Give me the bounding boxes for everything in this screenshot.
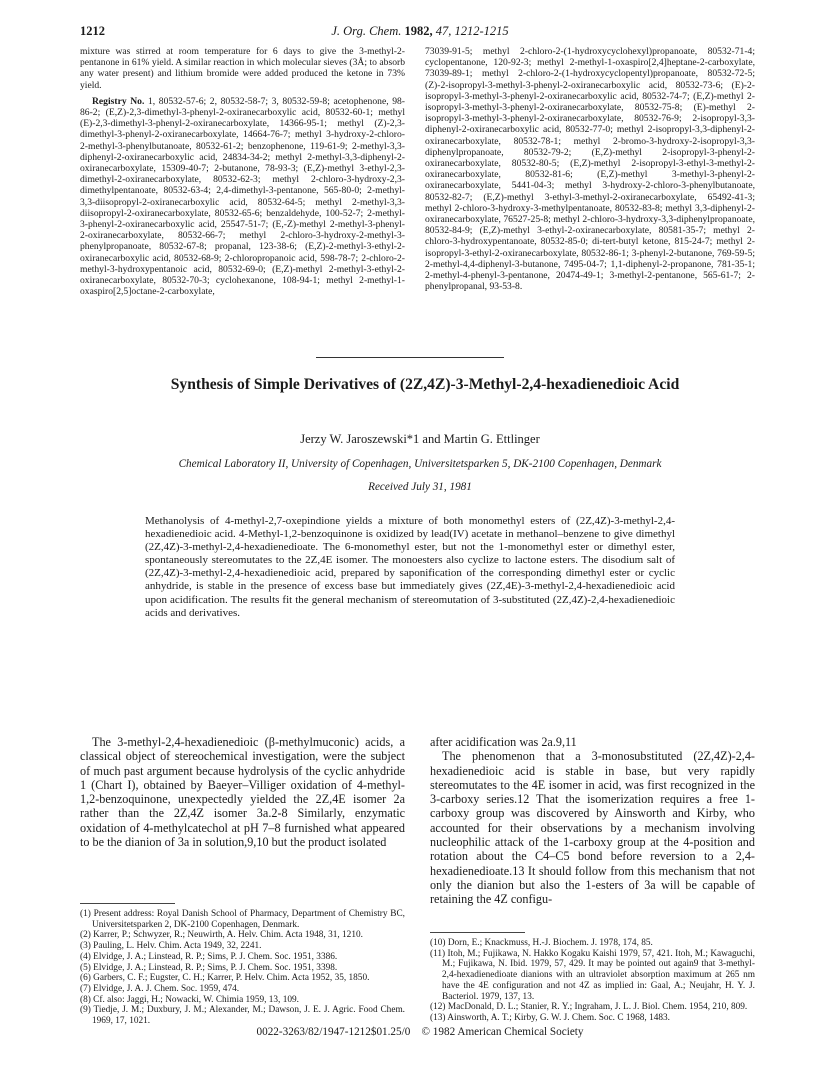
footnote: (4) Elvidge, J. A.; Linstead, R. P.; Sims, P. J. Chem. Soc. 1951, 3386. — [80, 951, 338, 962]
copyright: © 1982 American Chemical Society — [421, 1026, 584, 1038]
footnotes-left — [80, 909, 405, 1027]
footnote: (1) Present address: Royal Danish School of Pharmacy, Department of Chemistry BC, Universitetsparken 2, DK-2100 Copenhagen, Denmark. — [80, 909, 405, 930]
prev-article-intro: mixture was stirred at room temperature for 6 days to give the 3-methyl-2-pentanone in 61% yield. A similar reaction in which molecular sieves (3Å; to absorb any water present) and lithium bromide were added produced the ketone in 73% yield. — [80, 46, 405, 91]
footnote-rule-right — [430, 932, 525, 933]
footnote: (8) Cf. also: Jaggi, H.; Nowacki, W. Chimia 1959, 13, 109. — [80, 994, 299, 1005]
body-right-paragraph-1: after acidification was 2a.9,11 — [430, 735, 577, 749]
footnote: (2) Karrer, P.; Schwyzer, R.; Neuwirth, A. Helv. Chim. Acta 1948, 31, 1210. — [80, 930, 363, 941]
footnote: (13) Ainsworth, A. T.; Kirby, G. W. J. Chem. Soc. C 1968, 1483. — [430, 1012, 671, 1023]
article-authors: Jerzy W. Jaroszewski*1 and Martin G. Ettlinger — [300, 432, 540, 446]
footnote: (9) Tiedje, J. M.; Duxbury, J. M.; Alexander, M.; Dawson, J. E. J. Agric. Food Chem. 1969, 17, 1021. — [80, 1005, 405, 1027]
journal-year: 1982, — [404, 24, 433, 38]
page-number: 1212 — [80, 24, 105, 38]
journal-citation — [80, 24, 760, 39]
registry-label: Registry No. — [92, 95, 145, 107]
journal-name: J. Org. Chem. — [331, 24, 402, 38]
registry-right-text: 73039-91-5; methyl 2-chloro-2-(1-hydroxycyclohexyl)propanoate, 80532-71-4; cyclopentanone, 120-92-3; methyl 2-methyl-1-oxaspiro[2,4]heptane-2-carboxylate, 73039-89-1; methyl 2-chloro-2-(1-hydroxycyclopentyl)propanoate, 80532-72-5; (Z)-2-isopropyl-3-methyl-3-phenyl-2-oxiranecarboxylic acid, 80532-73-6; (E)-2-isopropyl-3-methyl-3-phenyl-2-oxiranecarboxylic acid, 80532-74-7; (E,Z)-methyl 2-isopropyl-3-methyl-3-phenyl-2-oxiranecarboxylate, 80532-75-8; (E)-methyl 2-isopropyl-3-methyl-3-phenyl-2-oxiranecarboxylate, 80532-76-9; 2-isopropyl-3,3-diphenyl-2-oxiranecarboxylic acid, 80532-77-0; methyl 2-isopropyl-3,3-diphenyl-2-oxiranecarboxylate, 80532-78-1; methyl 2-bromo-3-hydroxy-2-isopropyl-3,3-diphenylpropanoate, 80532-79-2; (E,Z)-methyl 2-isopropyl-3-phenyl-2-oxiranecarboxylate, 80532-80-5; (E,Z)-methyl 2-isopropyl-3-ethyl-3-methyl-2-oxiranecarboxylate, 80532-81-6; (E,Z)-methyl 3-methyl-3-phenyl-2-oxiranecarboxylate, 5441-04-3; methyl 3-hydroxy-2-chloro-3-phenylbutanoate, 80532-82-7; (E,Z)-methyl 3-ethyl-3-methyl-2-oxiranecarboxylate, 65492-41-3; methyl 2-chloro-3-hydroxy-3-methylpentanoate, 80532-83-8; methyl 3,3-diphenyl-2-oxiranecarboxylate, 76527-25-8; methyl 2-chloro-3-hydroxy-3,3-diphenylpropanoate, 80532-84-9; (E,Z)-methyl 3-ethyl-2-oxiranecarboxylate, 80581-35-7; methyl 2-chloro-3-hydroxypentanoate, 80532-85-0; di-tert-butyl ketone, 815-24-7; methyl 2-isopropyl-3-ethyl-2-oxiranecarboxylate, 80532-86-1; 3-phenyl-2-butanone, 769-59-5; 2-methyl-4,4-diphenyl-3-butanone, 7495-04-7; 1,1-diphenyl-2-propanone, 781-35-1; 2-methyl-4-phenyl-3-pentanone, 20474-49-1; 3-methyl-2-pentanone, 565-61-7; 2-phenylpropanal, 93-53-8. — [425, 46, 755, 293]
journal-pages: 1212-1215 — [454, 24, 509, 38]
footnote: (10) Dorn, E.; Knackmuss, H.-J. Biochem. J. 1978, 174, 85. — [430, 938, 653, 948]
received-date: Received July 31, 1981 — [368, 481, 472, 493]
body-right-column — [430, 735, 755, 907]
journal-volume: 47, — [435, 24, 452, 38]
footnotes-right — [430, 938, 755, 1024]
registry-left — [80, 96, 405, 298]
prev-article-left-column — [80, 46, 405, 297]
footnote: (11) Itoh, M.; Fujikawa, N. Hakko Kogaku Kaishi 1979, 57, 421. Itoh, M.; Kawaguchi, M.; Fujikawa, N. Ibid. 1979, 57, 429. It may be pointed out again9 that 3-methyl-2,4-hexadienedioate dianions with an ultraviolet absorption maximum at 265 nm have the 4E configuration and not 4Z as implied in: Gaal, A.; Neujahr, H. Y. J. Bacteriol. 1979, 137, 13. — [430, 948, 755, 1002]
footnote: (3) Pauling, L. Helv. Chim. Acta 1949, 32, 2241. — [80, 941, 262, 952]
body-right-paragraph-2: The phenomenon that a 3-monosubstituted (2Z,4Z)-2,4-hexadienedioic acid is stable in base, but very rapidly stereomutates to the 4E isomer in acid, was first recognized in the 3-carboxy series.12 That the isomerization requires a free 1-carboxy group was discovered by Ainsworth and Kirby, who accounted for their observations by a mechanism involving nucleophilic attack of the 1-carboxy group at the 4-position and rotation about the C4–C5 bond before reversion to a 2,4-hexadienedioate.13 It should follow from this mechanism that not only the dianion but also the 1-esters of 3a will be capable of retaining the 4Z configu- — [430, 749, 755, 907]
article-code: 0022-3263/82/1947-1212$01.25/0 — [256, 1026, 411, 1038]
article-title: Synthesis of Simple Derivatives of (2Z,4Z)-3-Methyl-2,4-hexadienedioic Acid — [170, 376, 680, 393]
article-abstract: Methanolysis of 4-methyl-2,7-oxepindione yields a mixture of both monomethyl esters of (2Z,4Z)-3-methyl-2,4-hexadienedioic acid. 4-Methyl-1,2-benzoquinone is oxidized by lead(IV) acetate in methanol–benzene to give dimethyl (2Z,4Z)-3-methyl-2,4-hexadienedioate. The 6-monomethyl ester, but not the 1-monomethyl ester or dimethyl ester, spontaneously stereomutates to the 2Z,4E isomer. The monoesters also cyclize to lactone esters. The disodium salt of (2Z,4Z)-3-methyl-2,4-hexadienedioic acid, prepared by saponification of the corresponding dimethyl ester or cyclic anhydride, is stable in the presence of excess base but immediately gives (2Z,4E)-3-methyl-2,4-hexadienedioic acid upon acidification. The results fit the general mechanism of stereomutation of 3-substituted (2Z,4Z)-2,4-hexadienedioic acids and derivatives. — [145, 515, 675, 619]
footnote: (6) Garbers, C. F.; Eugster, C. H.; Karrer, P. Helv. Chim. Acta 1952, 35, 1850. — [80, 973, 370, 984]
footnote: (7) Elvidge, J. A. J. Chem. Soc. 1959, 474. — [80, 983, 240, 994]
page-footer — [80, 1026, 760, 1038]
article-separator-rule — [316, 357, 504, 358]
footnote-rule-left — [80, 903, 175, 904]
running-header — [80, 24, 760, 42]
article-affiliation: Chemical Laboratory II, University of Copenhagen, Universitetsparken 5, DK-2100 Copenhagen, Denmark — [178, 458, 662, 470]
body-left-paragraph: The 3-methyl-2,4-hexadienedioic (β-methylmuconic) acids, a classical object of stereochemical investigation, were the subject of much past argument because hydrolysis of the cyclic anhydride 1 (Chart I), obtained by Baeyer–Villiger oxidation of 4-methyl-1,2-benzoquinone, unexpectedly yielded the 2Z,4E isomer 2a rather than the 2Z,4Z isomer 3a.2-8 Similarly, enzymatic oxidation of 4-methylcatechol at pH 7–8 furnished what appeared to be the dianion of 3a in solution,9,10 but the product isolated — [80, 735, 405, 850]
footnote: (12) MacDonald, D. L.; Stanier, R. Y.; Ingraham, J. L. J. Biol. Chem. 1954, 210, 809. — [430, 1002, 748, 1013]
prev-article-right-column — [425, 46, 755, 292]
footnote: (5) Elvidge, J. A.; Linstead, R. P.; Sims, P. J. Chem. Soc. 1951, 3398. — [80, 962, 338, 973]
registry-left-text: 1, 80532-57-6; 2, 80532-58-7; 3, 80532-59-8; acetophenone, 98-86-2; (E,Z)-2,3-dimethyl-3-phenyl-2-oxiranecarboxylic acid, 80532-60-1; methyl (E)-2,3-dimethyl-3-phenyl-2-oxiranecarboxylate, 14366-95-1; methyl (Z)-2,3-dimethyl-3-phenyl-2-oxiranecarboxylate, 14664-76-7; methyl 3-hydroxy-2-chloro-2-methyl-3-phenylbutanoate, 80532-61-2; benzophenone, 119-61-9; 2-methyl-3,3-diphenyl-2-oxiranecarboxylic acid, 24834-34-2; methyl 2-methyl-3,3-diphenyl-2-oxiranecarboxylate, 15309-40-7; 2-butanone, 78-93-3; (E,Z)-methyl 3-ethyl-2,3-dimethyl-2-oxiranecarboxylate, 80532-62-3; methyl 2-chloro-3-hydroxy-2,3-dimethylpentanoate, 80532-63-4; 2,4-dimethyl-3-pentanone, 565-80-0; 2-methyl-3,3-diisopropyl-2-oxiranecarboxylic acid, 80532-64-5; methyl 2-methyl-3,3-diisopropyl-2-oxiranecarboxylate, 80532-65-6; benzaldehyde, 100-52-7; 2-methyl-3-phenyl-2-oxiranecarboxylic acid, 25547-51-7; (E,-Z)-methyl 2-methyl-3-phenyl-2-oxiranecarboxylate, 80532-66-7; methyl 2-chloro-3-hydroxy-2-methyl-3-phenylpropanoate, 80532-67-8; propanal, 123-38-6; (E,Z)-2-methyl-3-ethyl-2-oxiranecarboxylic acid, 80532-68-9; 2-chloropropanoic acid, 598-78-7; 2-chloro-2-methyl-3-hydroxypentanoic acid, 80532-69-0; (E,Z)-methyl 2-methyl-3-ethyl-2-oxiranecarboxylate, 80532-70-3; cyclohexanone, 108-94-1; methyl 2-methyl-1-oxaspiro[2,5]octane-2-carboxylate, — [80, 95, 405, 298]
body-left-column — [80, 735, 405, 849]
